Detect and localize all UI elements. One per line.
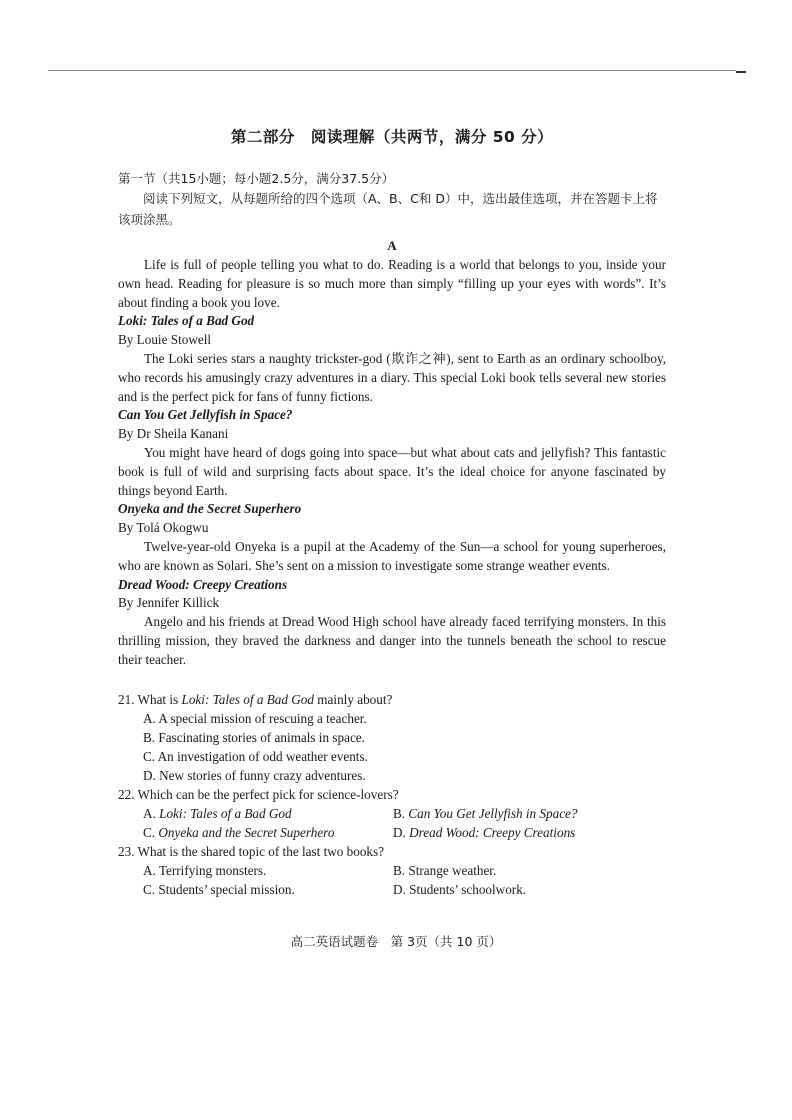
book-description: The Loki series stars a naughty trickster-god (欺诈之神), sent to Earth as an ordinary schoolboy, who records his amusingly crazy adventures in a diary. This special Loki book tells several new stories and is the perfect pick for fans of funny fictions. (118, 350, 666, 404)
answer-option: A. Terrifying monsters. (143, 862, 267, 878)
option-row (118, 861, 666, 880)
option-letter: D. (393, 824, 410, 840)
option-text: Can You Get Jellyfish in Space? (408, 805, 578, 821)
instruction: 阅读下列短文，从每题所给的四个选项（A、B、C和 D）中，选出最佳选项，并在答题卡上将该项涂黑。 (118, 191, 658, 227)
answer-option: B. Fascinating stories of animals in space. (143, 729, 365, 745)
option-text: Onyeka and the Secret Superhero (158, 824, 335, 840)
option-letter: B. (393, 805, 409, 821)
book-author: By Louie Stowell (118, 332, 212, 348)
option-letter: C. (143, 824, 159, 840)
answer-option (393, 823, 643, 842)
question-stem-title: Loki: Tales of a Bad God (181, 691, 314, 707)
question-stem-suffix: mainly about? (314, 691, 393, 707)
book-author: By Jennifer Killick (118, 595, 220, 611)
answer-option: D. New stories of funny crazy adventures. (143, 767, 366, 783)
question-22 (118, 785, 666, 842)
part-title: 第二部分 阅读理解（共两节，满分 50 分） (230, 128, 554, 146)
question-21 (118, 690, 666, 785)
question-stem (118, 690, 666, 709)
answer-option (143, 804, 393, 823)
question-stem: 23. What is the shared topic of the last two books? (118, 843, 385, 859)
book-description: Angelo and his friends at Dread Wood High school have already faced terrifying monsters. In this thrilling mission, they braved the darkness and danger into the tunnels beneath the school to rescue their teacher. (118, 614, 666, 667)
answer-option (393, 804, 643, 823)
question-stem-prefix: 21. What is (118, 691, 182, 707)
book-description: Twelve-year-old Onyeka is a pupil at the Academy of the Sun—a school for young superheroes, who are known as Solari. She’s sent on a mission to investigate some strange weather events. (118, 538, 666, 573)
book-author: By Dr Sheila Kanani (118, 426, 229, 442)
option-text: Dread Wood: Creepy Creations (409, 824, 576, 840)
question-list (118, 690, 666, 899)
book-entry (118, 500, 666, 575)
question-stem: 22. Which can be the perfect pick for science-lovers? (118, 786, 399, 802)
option-row (118, 880, 666, 899)
option-letter: A. (143, 805, 160, 821)
book-description: You might have heard of dogs going into space—but what about cats and jellyfish? This fantastic book is full of wild and surprising facts about space. It’s the ideal choice for anyone fascinated by things beyond Earth. (118, 444, 666, 498)
corner-mark (736, 71, 746, 73)
book-title: Can You Get Jellyfish in Space? (118, 407, 293, 423)
book-author: By Tolá Okogwu (118, 520, 209, 536)
passage-letter: A (387, 238, 397, 253)
question-23 (118, 842, 666, 899)
answer-option: D. Students’ schoolwork. (393, 881, 527, 897)
page-footer: 高二英语试题卷 第 3页（共 10 页） (290, 934, 502, 949)
book-title: Loki: Tales of a Bad God (118, 313, 255, 329)
book-title: Onyeka and the Secret Superhero (118, 501, 302, 517)
section-head: 第一节（共15小题；每小题2.5分，满分37.5分） (118, 171, 395, 186)
option-row (118, 804, 666, 823)
answer-option: C. An investigation of odd weather events. (143, 748, 368, 764)
option-text: Loki: Tales of a Bad God (159, 805, 292, 821)
top-rule (48, 70, 736, 71)
book-entry (118, 406, 666, 500)
option-row (118, 823, 666, 842)
book-entry (118, 312, 666, 406)
intro-paragraph: Life is full of people telling you what to do. Reading is a world that belongs to you, inside your own head. Reading for pleasure is so much more than simply “filling up your eyes with words”. It’s about finding a book you love. (118, 257, 666, 310)
exam-page (118, 125, 666, 899)
book-title: Dread Wood: Creepy Creations (118, 576, 288, 592)
answer-option: A. A special mission of rescuing a teacher. (143, 710, 367, 726)
answer-option: C. Students’ special mission. (143, 881, 295, 897)
answer-option: B. Strange weather. (393, 862, 497, 878)
answer-option (143, 823, 393, 842)
book-entry (118, 576, 666, 670)
